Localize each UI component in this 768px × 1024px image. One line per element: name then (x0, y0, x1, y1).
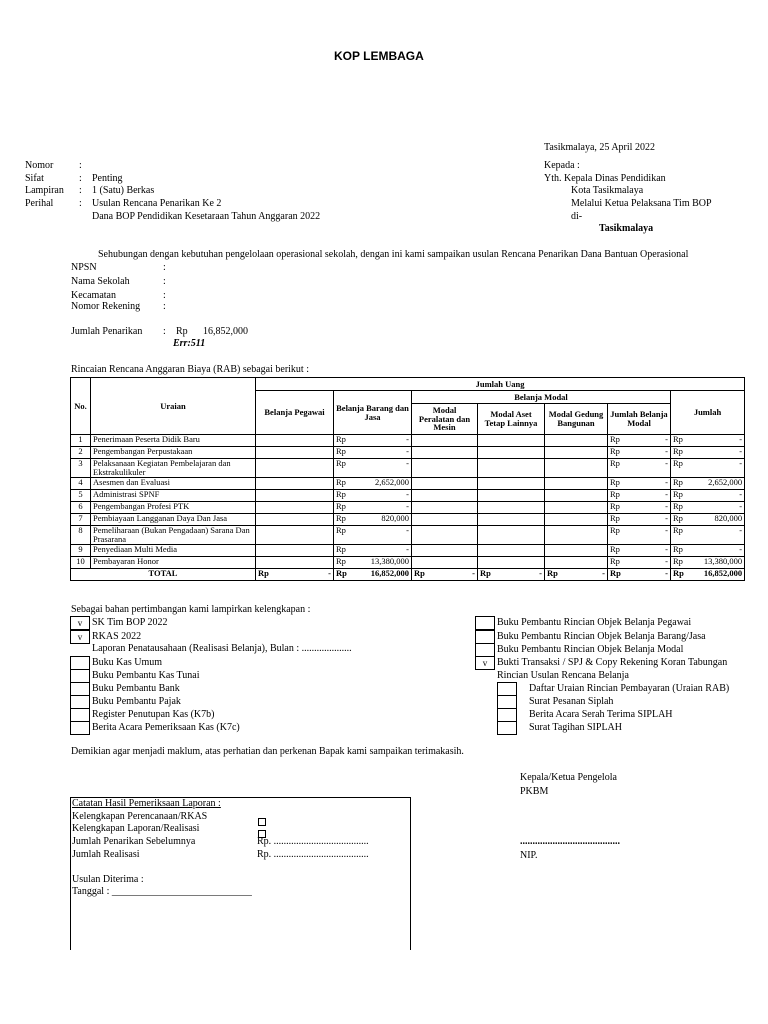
total-peralatan (412, 568, 478, 580)
amount: - (739, 525, 743, 535)
notes-realisasi-value: Rp. ...................................... (257, 849, 369, 860)
row-gedung (545, 544, 608, 556)
row-no: 7 (71, 513, 91, 525)
sk-label: SK Tim BOP 2022 (92, 617, 168, 628)
npsn-label: NPSN (71, 262, 97, 273)
checkbox-buku-kas-umum[interactable] (70, 656, 90, 670)
jumlah-penarikan-amount: 16,852,000 (203, 326, 248, 337)
header-jumlah: Jumlah (671, 391, 745, 435)
amount: 820,000 (381, 513, 409, 523)
header-belanja-barang: Belanja Barang dan Jasa (334, 391, 412, 435)
amount: 16,852,000 (370, 568, 409, 578)
row-gedung (545, 447, 608, 459)
berita-acara-label: Berita Acara Serah Terima SIPLAH (529, 709, 673, 720)
total-aset (478, 568, 545, 580)
amount: - (406, 544, 409, 554)
rp: Rp (673, 501, 683, 511)
row-jumlah (671, 435, 745, 447)
k7c-label: Berita Acara Pemeriksaan Kas (K7c) (92, 722, 240, 733)
recipient-city: Tasikmalaya (599, 223, 654, 234)
amount: - (665, 544, 668, 554)
row-barang (334, 459, 412, 478)
row-gedung (545, 477, 608, 489)
row-gedung (545, 513, 608, 525)
amount: - (665, 477, 668, 487)
rincian-label: Rincian Usulan Rencana Belanja (497, 670, 629, 681)
closing-text: Demikian agar menjadi maklum, atas perhatian dan perkenan Bapak kami sampaikan terimakasih. (71, 746, 464, 757)
rp: Rp (673, 489, 683, 499)
row-jml-modal (608, 544, 671, 556)
perihal-label: Perihal (25, 198, 54, 209)
table-row (71, 525, 745, 544)
checkbox-pajak[interactable] (70, 695, 90, 709)
header-uraian: Uraian (91, 378, 256, 435)
row-pegawai (256, 477, 334, 489)
row-barang (334, 556, 412, 568)
checkbox-pegawai[interactable] (475, 616, 495, 630)
pegawai-label: Buku Pembantu Rincian Objek Belanja Pegawai (497, 617, 692, 628)
row-aset (478, 556, 545, 568)
row-pegawai (256, 501, 334, 513)
amount: - (602, 568, 605, 578)
rp: Rp (673, 458, 683, 468)
rp: Rp (610, 525, 620, 535)
amount: - (739, 544, 743, 554)
surat-pesanan-label: Surat Pesanan Siplah (529, 696, 614, 707)
row-peralatan (412, 477, 478, 489)
rp: Rp (673, 544, 683, 554)
amount: 820,000 (714, 513, 743, 523)
checkbox-k7b[interactable] (70, 708, 90, 722)
amount: 13,380,000 (370, 556, 409, 566)
laporan-label: Laporan Penatausahaan (Realisasi Belanja), Bulan : .................... (92, 643, 352, 654)
table-row (71, 501, 745, 513)
rp: Rp (336, 513, 346, 523)
header-belanja-modal: Belanja Modal (412, 391, 671, 404)
row-peralatan (412, 544, 478, 556)
colon: : (163, 290, 166, 301)
row-jumlah (671, 501, 745, 513)
row-peralatan (412, 459, 478, 478)
row-barang (334, 435, 412, 447)
total-gedung (545, 568, 608, 580)
checkbox-surat-pesanan[interactable] (497, 695, 517, 709)
surat-tagihan-label: Surat Tagihan SIPLAH (529, 722, 622, 733)
checkbox-kas-tunai[interactable] (70, 669, 90, 683)
row-jml-modal (608, 501, 671, 513)
header-modal-gedung: Modal Gedung Bangunan (545, 404, 608, 435)
amount: - (328, 568, 331, 578)
total-jumlah (671, 568, 745, 580)
amount: 16,852,000 (703, 568, 743, 578)
row-gedung (545, 556, 608, 568)
rp: Rp (673, 525, 683, 535)
modal-label: Buku Pembantu Rincian Objek Belanja Modal (497, 644, 684, 655)
signature-org: PKBM (520, 786, 549, 797)
amount: - (406, 434, 409, 444)
amount: - (665, 501, 668, 511)
row-pegawai (256, 525, 334, 544)
total-barang (334, 568, 412, 580)
header-jumlah-modal: Jumlah Belanja Modal (608, 404, 671, 435)
signature-role: Kepala/Ketua Pengelola (520, 772, 617, 783)
lampiran-value: 1 (Satu) Berkas (92, 185, 155, 196)
row-uraian: Administrasi SPNF (91, 489, 256, 501)
row-pegawai (256, 447, 334, 459)
row-gedung (545, 525, 608, 544)
header-modal-peralatan: Modal Peralatan dan Mesin (412, 404, 478, 435)
place-date: Tasikmalaya, 25 April 2022 (544, 142, 655, 153)
amount: - (406, 446, 409, 456)
pajak-label: Buku Pembantu Pajak (92, 696, 181, 707)
row-barang (334, 513, 412, 525)
kop-lembaga-title: KOP LEMBAGA (334, 49, 424, 63)
amount: - (665, 434, 668, 444)
amount: - (665, 556, 668, 566)
notes-sebelumnya-value: Rp. ...................................... (257, 836, 369, 847)
recipient-line-2: Kota Tasikmalaya (571, 185, 644, 196)
row-jumlah (671, 525, 745, 544)
amount: - (406, 489, 409, 499)
row-barang (334, 477, 412, 489)
rp: Rp (610, 556, 620, 566)
row-barang (334, 525, 412, 544)
row-aset (478, 459, 545, 478)
sifat-value: Penting (92, 173, 123, 184)
row-peralatan (412, 489, 478, 501)
row-no: 4 (71, 477, 91, 489)
row-jumlah (671, 477, 745, 489)
amount: - (739, 489, 743, 499)
row-aset (478, 501, 545, 513)
rab-body (71, 435, 745, 569)
table-row (71, 435, 745, 447)
row-pegawai (256, 544, 334, 556)
rp: Rp (336, 556, 346, 566)
amount: - (665, 446, 668, 456)
bank-label: Buku Pembantu Bank (92, 683, 180, 694)
amount: - (406, 458, 409, 468)
nama-sekolah-label: Nama Sekolah (71, 276, 130, 287)
row-pegawai (256, 489, 334, 501)
header-jumlah-uang: Jumlah Uang (256, 378, 745, 391)
row-jml-modal (608, 435, 671, 447)
header-modal-aset: Modal Aset Tetap Lainnya (478, 404, 545, 435)
rab-table (70, 377, 745, 581)
row-uraian: Pelaksanaan Kegiatan Pembelajaran dan Ekstrakulikuler (91, 459, 256, 478)
rp: Rp (610, 477, 620, 487)
row-no: 3 (71, 459, 91, 478)
row-gedung (545, 459, 608, 478)
amount: - (406, 525, 409, 535)
checkbox-bukti-transaksi[interactable]: v (475, 656, 495, 670)
recipient-line-1: Yth. Kepala Dinas Pendidikan (544, 173, 666, 184)
row-jml-modal (608, 459, 671, 478)
rp: Rp (336, 434, 346, 444)
row-peralatan (412, 435, 478, 447)
row-barang (334, 489, 412, 501)
table-row (71, 447, 745, 459)
jumlah-penarikan-rp: Rp (176, 326, 188, 337)
amount: - (739, 446, 743, 456)
row-no: 1 (71, 435, 91, 447)
table-row (71, 544, 745, 556)
rp: Rp (336, 544, 346, 554)
colon: : (163, 276, 166, 287)
rp: Rp (336, 458, 346, 468)
row-jml-modal (608, 489, 671, 501)
perihal-line-1: Usulan Rencana Penarikan Ke 2 (92, 198, 222, 209)
row-uraian: Penyediaan Multi Media (91, 544, 256, 556)
amount: - (406, 501, 409, 511)
checkbox-bank[interactable] (70, 682, 90, 696)
rp: Rp (610, 501, 620, 511)
row-jumlah (671, 447, 745, 459)
row-jml-modal (608, 556, 671, 568)
intro-paragraph: Sehubungan dengan kebutuhan pengelolaan operasional sekolah, dengan ini kami sampaikan usulan Rencana Penarikan Dana Bantuan Operasional (98, 249, 689, 260)
rp: Rp (610, 446, 620, 456)
amount: - (665, 568, 668, 578)
row-jumlah (671, 556, 745, 568)
row-peralatan (412, 513, 478, 525)
notes-laporan: Kelengkapan Laporan/Realisasi (72, 823, 200, 834)
row-gedung (545, 435, 608, 447)
row-no: 10 (71, 556, 91, 568)
header-belanja-pegawai: Belanja Pegawai (256, 391, 334, 435)
rp: Rp (610, 458, 620, 468)
rp: Rp (336, 568, 347, 578)
row-jumlah (671, 459, 745, 478)
table-row (71, 477, 745, 489)
rp: Rp (336, 501, 346, 511)
amount: - (539, 568, 542, 578)
rp: Rp (673, 513, 683, 523)
rp: Rp (610, 434, 620, 444)
row-no: 2 (71, 447, 91, 459)
nomor-label: Nomor (25, 160, 54, 171)
checkbox-barang-jasa[interactable] (475, 630, 495, 644)
jumlah-penarikan-label: Jumlah Penarikan (71, 326, 143, 337)
k7b-label: Register Penutupan Kas (K7b) (92, 709, 215, 720)
buku-kas-umum-label: Buku Kas Umum (92, 657, 162, 668)
row-uraian: Pengembangan Perpustakaan (91, 447, 256, 459)
kas-tunai-label: Buku Pembantu Kas Tunai (92, 670, 200, 681)
row-uraian: Pemeliharaan (Bukan Pengadaan) Sarana Dan Prasarana (91, 525, 256, 544)
rp: Rp (610, 568, 621, 578)
total-pegawai (256, 568, 334, 580)
row-no: 8 (71, 525, 91, 544)
notes-diterima: Usulan Diterima : (72, 874, 144, 885)
row-no: 6 (71, 501, 91, 513)
checkbox-surat-tagihan[interactable] (497, 721, 517, 735)
rp: Rp (336, 489, 346, 499)
daftar-uraian-label: Daftar Uraian Rincian Pembayaran (Uraian RAB) (529, 683, 730, 694)
barang-jasa-label: Buku Pembantu Rincian Objek Belanja Barang/Jasa (497, 631, 706, 642)
row-aset (478, 447, 545, 459)
sifat-label: Sifat (25, 173, 44, 184)
rab-intro: Rincaian Rencana Anggaran Biaya (RAB) sebagai berikut : (71, 364, 309, 375)
amount: - (739, 458, 743, 468)
rp: Rp (673, 556, 683, 566)
rp: Rp (673, 568, 684, 578)
row-uraian: Pengembangan Profesi PTK (91, 501, 256, 513)
row-aset (478, 544, 545, 556)
rp: Rp (336, 525, 346, 535)
row-barang (334, 501, 412, 513)
row-peralatan (412, 501, 478, 513)
row-aset (478, 477, 545, 489)
colon: : (79, 160, 82, 171)
checkbox-sk[interactable]: v (70, 616, 90, 630)
attachments-intro: Sebagai bahan pertimbangan kami lampirkan kelengkapan : (71, 604, 311, 615)
row-aset (478, 513, 545, 525)
row-jml-modal (608, 513, 671, 525)
recipient-line-3: Melalui Ketua Pelaksana Tim BOP (571, 198, 712, 209)
row-pegawai (256, 556, 334, 568)
table-row (71, 489, 745, 501)
rkas-label: RKAS 2022 (92, 631, 142, 642)
row-peralatan (412, 525, 478, 544)
row-pegawai (256, 435, 334, 447)
row-gedung (545, 501, 608, 513)
colon: : (79, 185, 82, 196)
rp: Rp (673, 446, 683, 456)
total-label: TOTAL (71, 568, 256, 580)
signature-nip: NIP. (520, 850, 538, 861)
rp: Rp (673, 434, 683, 444)
error-value: Err:511 (173, 338, 206, 349)
total-jml-modal (608, 568, 671, 580)
amount: 13,380,000 (703, 556, 743, 566)
amount: - (665, 458, 668, 468)
amount: - (665, 525, 668, 535)
perihal-line-2: Dana BOP Pendidikan Kesetaraan Tahun Anggaran 2022 (92, 211, 321, 222)
row-jml-modal (608, 477, 671, 489)
row-uraian: Asesmen dan Evaluasi (91, 477, 256, 489)
checkbox-rkas[interactable]: v (70, 630, 90, 644)
row-aset (478, 489, 545, 501)
notes-sebelumnya: Jumlah Penarikan Sebelumnya (72, 836, 196, 847)
notes-perencanaan: Kelengkapan Perencanaan/RKAS (72, 811, 208, 822)
colon: : (163, 326, 166, 337)
row-no: 9 (71, 544, 91, 556)
notes-tanggal: Tanggal : ____________________________ (72, 886, 252, 897)
signature-name-line: ........................................ (520, 836, 620, 847)
amount: - (665, 489, 668, 499)
row-aset (478, 435, 545, 447)
amount: - (739, 501, 743, 511)
colon: : (163, 262, 166, 273)
row-jumlah (671, 489, 745, 501)
amount: 2,652,000 (708, 477, 743, 487)
rp: Rp (258, 568, 269, 578)
colon: : (79, 198, 82, 209)
row-jml-modal (608, 447, 671, 459)
table-row (71, 513, 745, 525)
header-no: No. (71, 378, 91, 435)
row-peralatan (412, 447, 478, 459)
recipient-di: di- (571, 211, 583, 222)
rp: Rp (610, 544, 620, 554)
row-no: 5 (71, 489, 91, 501)
rp: Rp (414, 568, 425, 578)
rp: Rp (336, 477, 346, 487)
row-peralatan (412, 556, 478, 568)
checkbox-daftar-uraian[interactable] (497, 682, 517, 696)
amount: 2,652,000 (375, 477, 409, 487)
row-barang (334, 544, 412, 556)
row-uraian: Penerimaan Peserta Didik Baru (91, 435, 256, 447)
row-uraian: Pembiayaan Langganan Daya Dan Jasa (91, 513, 256, 525)
lampiran-label: Lampiran (25, 185, 64, 196)
nomor-rekening-label: Nomor Rekening (71, 301, 141, 312)
amount: - (665, 513, 668, 523)
row-pegawai (256, 513, 334, 525)
row-jumlah (671, 513, 745, 525)
table-row (71, 459, 745, 478)
colon: : (163, 301, 166, 312)
rp: Rp (610, 489, 620, 499)
notes-realisasi: Jumlah Realisasi (72, 849, 140, 860)
total-row (71, 568, 745, 580)
colon: : (79, 173, 82, 184)
rp: Rp (673, 477, 683, 487)
row-barang (334, 447, 412, 459)
row-jumlah (671, 544, 745, 556)
row-gedung (545, 489, 608, 501)
notes-title: Catatan Hasil Pemeriksaan Laporan : (72, 798, 221, 809)
row-pegawai (256, 459, 334, 478)
amount: - (739, 434, 743, 444)
kepada-label: Kepada : (544, 160, 580, 171)
table-row (71, 556, 745, 568)
kecamatan-label: Kecamatan (71, 290, 116, 301)
row-uraian: Pembayaran Honor (91, 556, 256, 568)
checkbox-berita-acara[interactable] (497, 708, 517, 722)
rp: Rp (610, 513, 620, 523)
bukti-transaksi-label: Bukti Transaksi / SPJ & Copy Rekening Koran Tabungan (497, 657, 728, 668)
checkbox-modal[interactable] (475, 643, 495, 657)
rp: Rp (547, 568, 558, 578)
checkbox-k7c[interactable] (70, 721, 90, 735)
amount: - (472, 568, 475, 578)
row-aset (478, 525, 545, 544)
row-jml-modal (608, 525, 671, 544)
rp: Rp (480, 568, 491, 578)
rp: Rp (336, 446, 346, 456)
